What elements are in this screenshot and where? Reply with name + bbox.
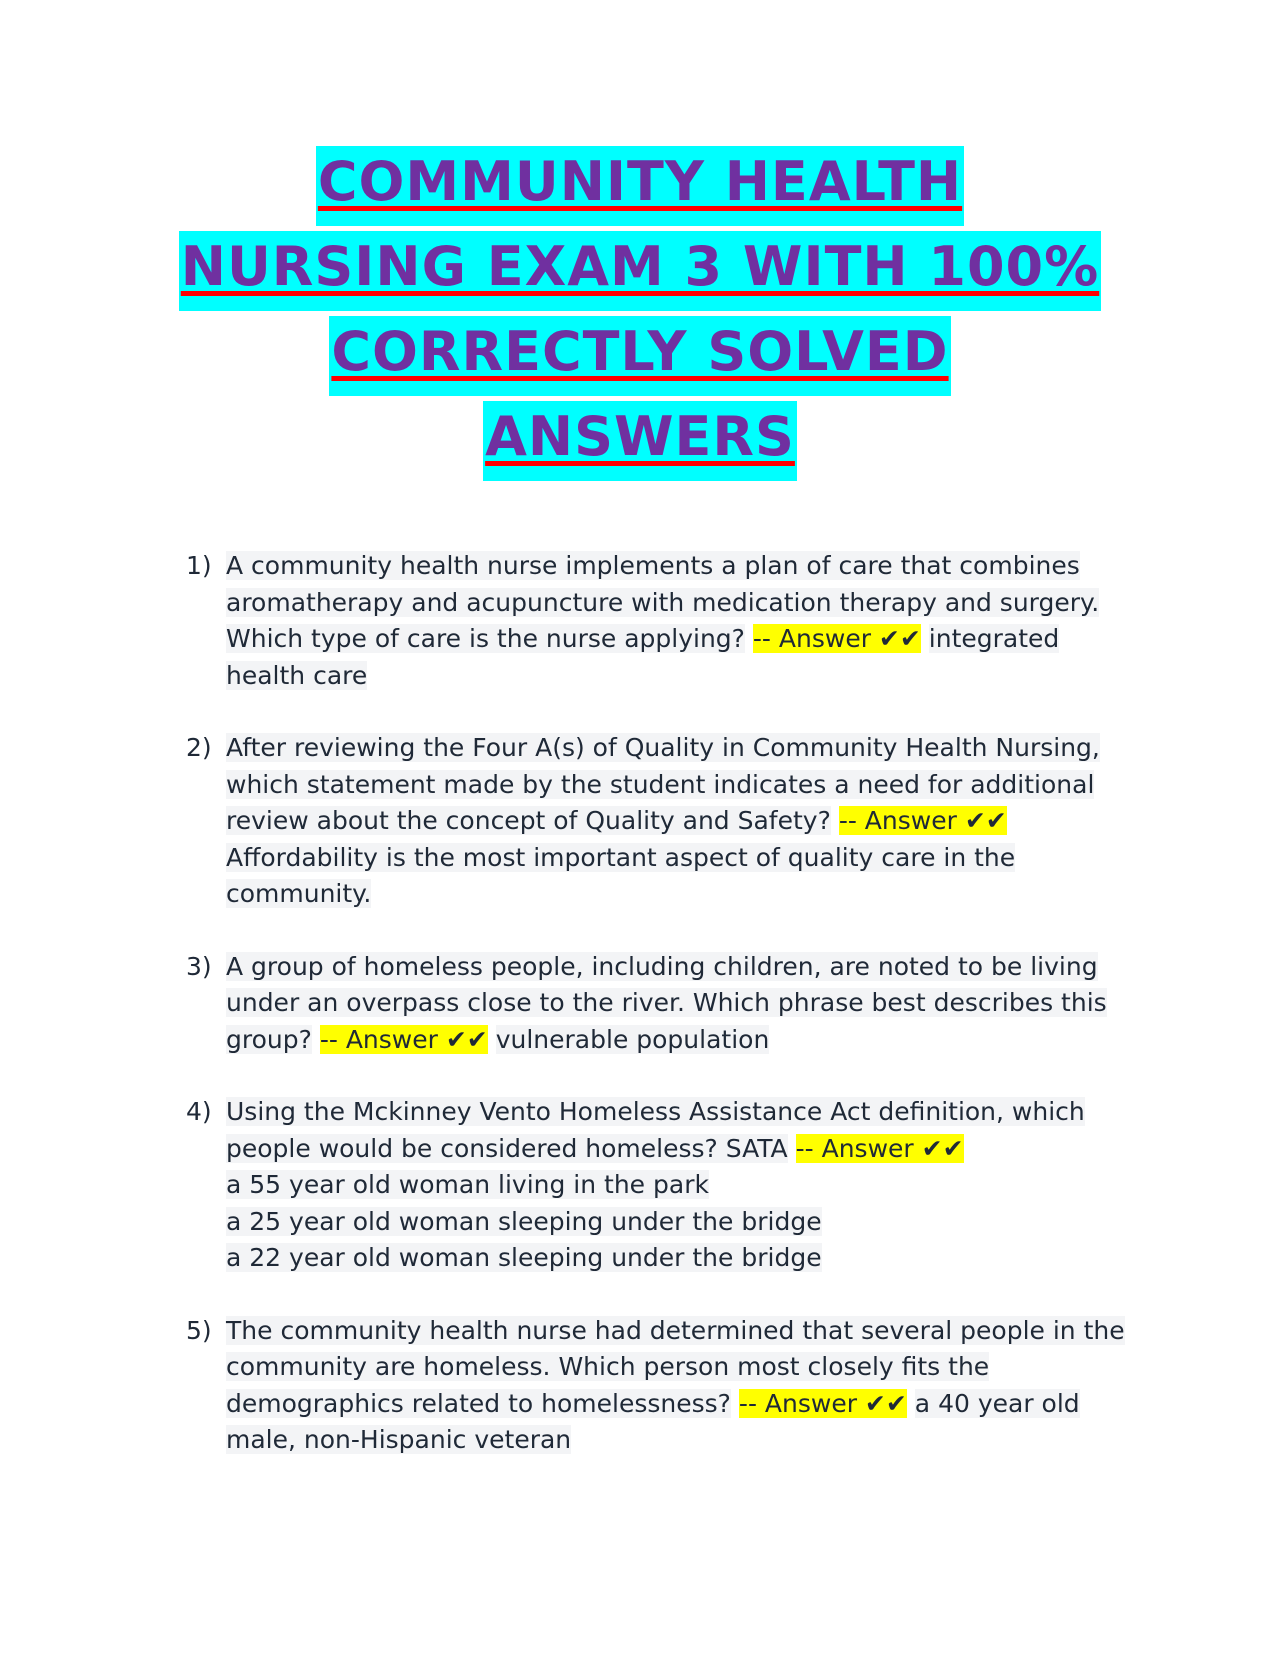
question-number: 2) (186, 733, 212, 762)
question-list (186, 548, 1126, 1495)
question-text: Using the Mckinney Vento Homeless Assistance Act definition, which people would be considered homeless? SATA (226, 1097, 1085, 1163)
question-text: A community health nurse implements a plan of care that combines aromatherapy and acupuncture with medication therapy and surgery. Which type of care is the nurse applying? (226, 551, 1100, 653)
answer-marker: -- Answer ✔✔ (738, 1388, 907, 1418)
answer-text: vulnerable population (495, 1024, 770, 1054)
answer-text: integrated health care (226, 624, 1060, 690)
question-text: A group of homeless people, including children, are noted to be living under an overpass close to the river. Which phrase best describes this group? (226, 951, 1107, 1054)
question-number: 4) (186, 1097, 212, 1126)
title-line-1: COMMUNITY HEALTH (316, 146, 964, 226)
answer-marker: -- Answer ✔✔ (319, 1024, 488, 1054)
question-item-3 (186, 949, 1126, 1059)
answer-text: Affordability is the most important aspect of quality care in the community. (226, 842, 1016, 908)
question-item-4 (186, 1094, 1126, 1277)
question-item-5 (186, 1313, 1126, 1459)
question-number: 3) (186, 951, 212, 981)
answer-marker: -- Answer ✔✔ (752, 624, 921, 653)
answer-text: a 40 year old male, non-Hispanic veteran (226, 1388, 1080, 1454)
question-number: 1) (186, 551, 212, 580)
title-line-4: ANSWERS (483, 401, 797, 481)
question-item-1 (186, 548, 1126, 694)
answer-line-3: a 22 year old woman sleeping under the bridge (226, 1243, 822, 1272)
answer-marker: -- Answer ✔✔ (795, 1133, 964, 1163)
question-item-2 (186, 730, 1126, 913)
title-line-3: CORRECTLY SOLVED (329, 316, 950, 396)
title-line-2: NURSING EXAM 3 WITH 100% (179, 231, 1101, 311)
question-text: The community health nurse had determined that several people in the community are homeless. Which person most closely fits the demographics related to homelessness? (226, 1315, 1125, 1418)
answer-line-2: a 25 year old woman sleeping under the bridge (226, 1206, 822, 1236)
answer-marker: -- Answer ✔✔ (838, 806, 1007, 835)
question-number: 5) (186, 1315, 212, 1345)
answer-line-1: a 55 year old woman living in the park (226, 1170, 709, 1199)
document-title (100, 146, 1180, 486)
question-text: After reviewing the Four A(s) of Quality in Community Health Nursing, which statement made by the student indicates a need for additional review about the concept of Quality and Safety? (226, 733, 1100, 835)
